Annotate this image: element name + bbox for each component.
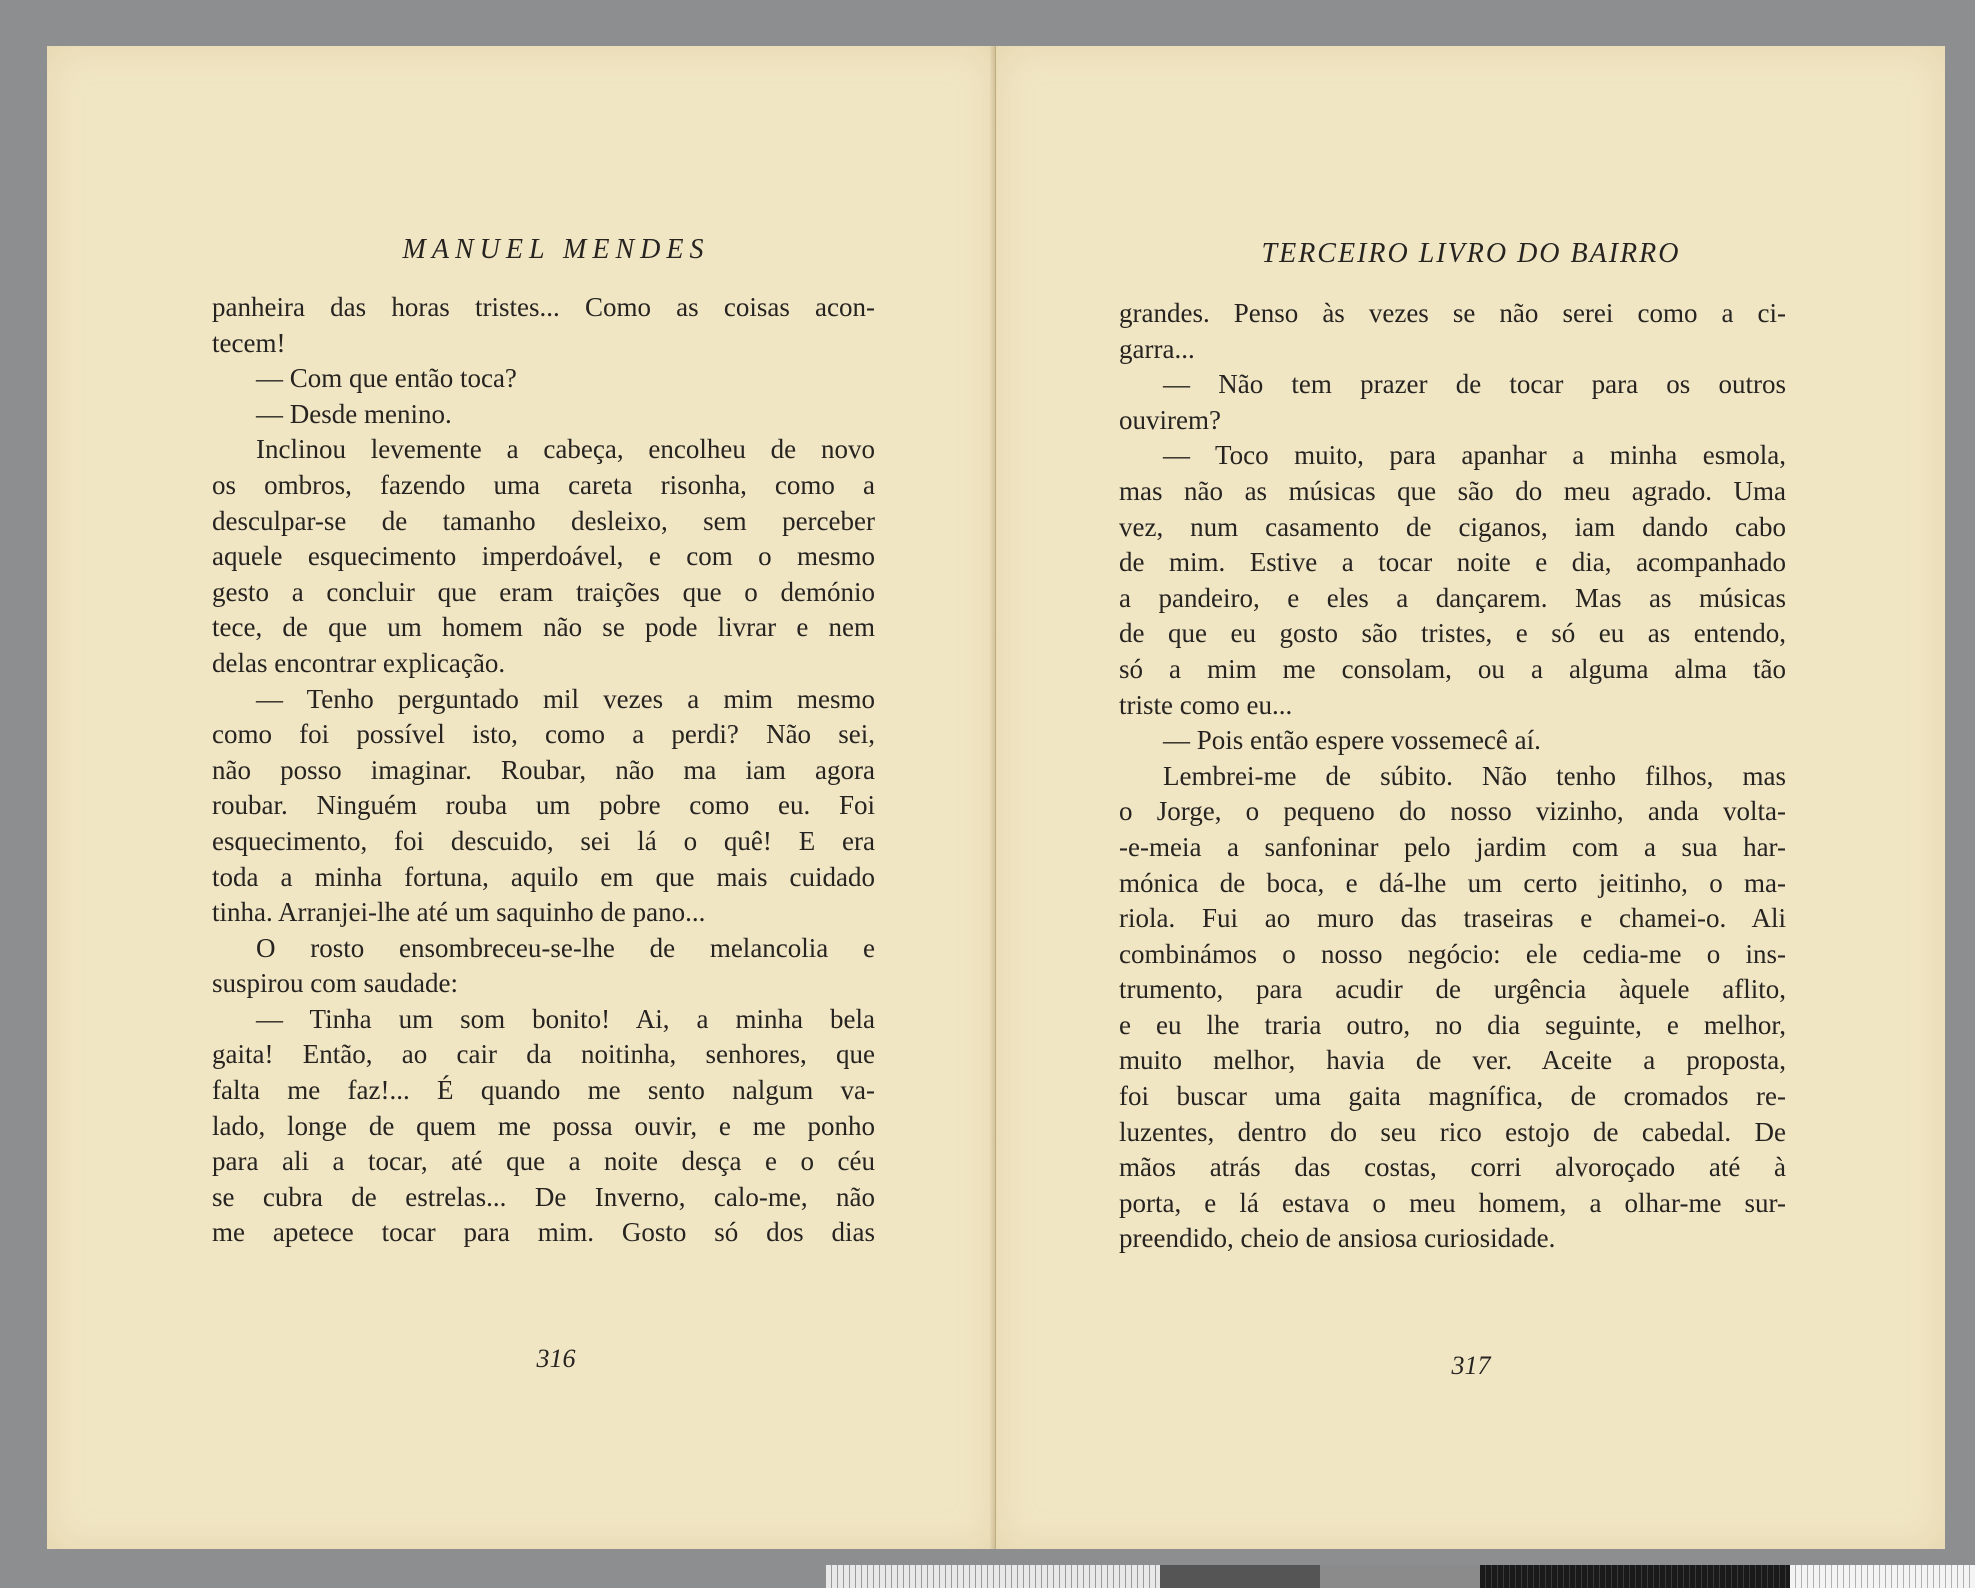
calibration-black	[1480, 1565, 1790, 1588]
text-line: mãos atrás das costas, corri alvoroçado até à	[1119, 1152, 1786, 1183]
text-line: e eu lhe traria outro, no dia seguinte, e melhor,	[1119, 1009, 1786, 1040]
text-line: triste como eu...	[1119, 689, 1293, 720]
text-line: roubar. Ninguém rouba um pobre como eu. Foi	[212, 790, 875, 821]
text-line: só a mim me consolam, ou a alguma alma tão	[1119, 653, 1786, 684]
text-line: vez, num casamento de ciganos, iam dando cabo	[1119, 511, 1786, 542]
text-line: não posso imaginar. Roubar, não ma iam agora	[212, 754, 875, 785]
text-line: delas encontrar explicação.	[212, 647, 506, 678]
text-line: Inclinou levemente a cabeça, encolheu de novo	[256, 434, 875, 465]
text-line: esquecimento, foi descuido, sei lá o quê! E era	[212, 825, 875, 856]
text-line: de que eu gosto são tristes, e só eu as entendo,	[1119, 618, 1786, 649]
text-line: toda a minha fortuna, aquilo em que mais cuidado	[212, 861, 875, 892]
right-page-number: 317	[1451, 1351, 1491, 1380]
text-line: me apetece tocar para mim. Gosto só dos dias	[212, 1217, 875, 1248]
text-line: os ombros, fazendo uma careta risonha, como a	[212, 469, 875, 500]
text-line: — Pois então espere vossemecê aí.	[1163, 725, 1541, 756]
text-line: para ali a tocar, até que a noite desça e o céu	[212, 1146, 875, 1177]
text-line: desculpar-se de tamanho desleixo, sem perceber	[212, 505, 875, 536]
text-line: tinha. Arranjei-lhe até um saquinho de pano...	[212, 897, 706, 928]
text-line: mas não as músicas que são do meu agrado. Uma	[1119, 475, 1786, 506]
calibration-white	[1790, 1565, 1975, 1588]
text-line: — Tinha um som bonito! Ai, a minha bela	[256, 1003, 875, 1034]
text-line: se cubra de estrelas... De Inverno, calo-me, não	[212, 1181, 875, 1212]
text-line: Lembrei-me de súbito. Não tenho filhos, mas	[1163, 760, 1786, 791]
text-line: como foi possível isto, como a perdi? Não sei,	[212, 719, 875, 750]
calibration-dark-grey	[1160, 1565, 1320, 1588]
text-line: -e-meia a sanfoninar pelo jardim com a sua har-	[1119, 831, 1786, 862]
text-line: de mim. Estive a tocar noite e dia, acompanhado	[1119, 547, 1786, 578]
text-line: falta me faz!... É quando me sento nalgum va-	[212, 1075, 875, 1106]
text-line: — Com que então toca?	[256, 363, 517, 394]
right-running-head: TERCEIRO LIVRO DO BAIRRO	[1261, 238, 1681, 269]
text-line: gaita! Então, ao cair da noitinha, senhores, que	[212, 1039, 875, 1070]
text-line: panheira das horas tristes... Como as coisas acon-	[212, 292, 875, 322]
text-line: trumento, para acudir de urgência àquele aflito,	[1119, 974, 1786, 1005]
calibration-mid-grey	[1320, 1565, 1480, 1588]
text-line: tece, de que um homem não se pode livrar e nem	[212, 612, 875, 643]
calibration-ruler	[826, 1565, 1160, 1588]
text-line: luzentes, dentro do seu rico estojo de cabedal. De	[1119, 1116, 1786, 1147]
text-line: foi buscar uma gaita magnífica, de cromados re-	[1119, 1081, 1786, 1112]
text-line: suspirou com saudade:	[212, 968, 458, 999]
left-running-head: MANUEL MENDES	[402, 234, 710, 265]
text-line: — Desde menino.	[256, 398, 452, 429]
text-line: — Toco muito, para apanhar a minha esmola,	[1163, 440, 1786, 471]
text-line: ouvirem?	[1119, 404, 1221, 435]
text-line: preendido, cheio de ansiosa curiosidade.	[1119, 1223, 1556, 1254]
text-line: mónica de boca, e dá-lhe um certo jeitinho, o ma-	[1119, 867, 1786, 898]
text-line: muito melhor, havia de ver. Aceite a proposta,	[1119, 1045, 1786, 1076]
scan-calibration-strip	[826, 1565, 1975, 1588]
right-body-text	[1119, 296, 1786, 1257]
text-line: O rosto ensombreceu-se-lhe de melancolia e	[256, 932, 875, 963]
right-page	[996, 46, 1945, 1549]
text-line: grandes. Penso às vezes se não serei como a ci-	[1119, 298, 1786, 328]
left-page	[47, 46, 996, 1549]
text-line: o Jorge, o pequeno do nosso vizinho, anda volta-	[1119, 796, 1786, 827]
text-line: — Não tem prazer de tocar para os outros	[1163, 369, 1786, 400]
text-line: porta, e lá estava o meu homem, a olhar-me sur-	[1119, 1187, 1786, 1218]
left-page-number: 316	[536, 1344, 576, 1373]
text-line: garra...	[1119, 333, 1195, 364]
text-line: aquele esquecimento imperdoável, e com o mesmo	[212, 541, 875, 572]
text-line: — Tenho perguntado mil vezes a mim mesmo	[256, 683, 875, 714]
text-line: lado, longe de quem me possa ouvir, e me ponho	[212, 1110, 875, 1141]
text-line: tecem!	[212, 327, 286, 358]
text-line: riola. Fui ao muro das traseiras e chamei-o. Ali	[1119, 903, 1786, 934]
text-line: gesto a concluir que eram traições que o demónio	[212, 576, 875, 607]
text-line: a pandeiro, e eles a dançarem. Mas as músicas	[1119, 582, 1786, 613]
text-line: combinámos o nosso negócio: ele cedia-me o ins-	[1119, 938, 1786, 969]
left-body-text	[212, 290, 875, 1251]
